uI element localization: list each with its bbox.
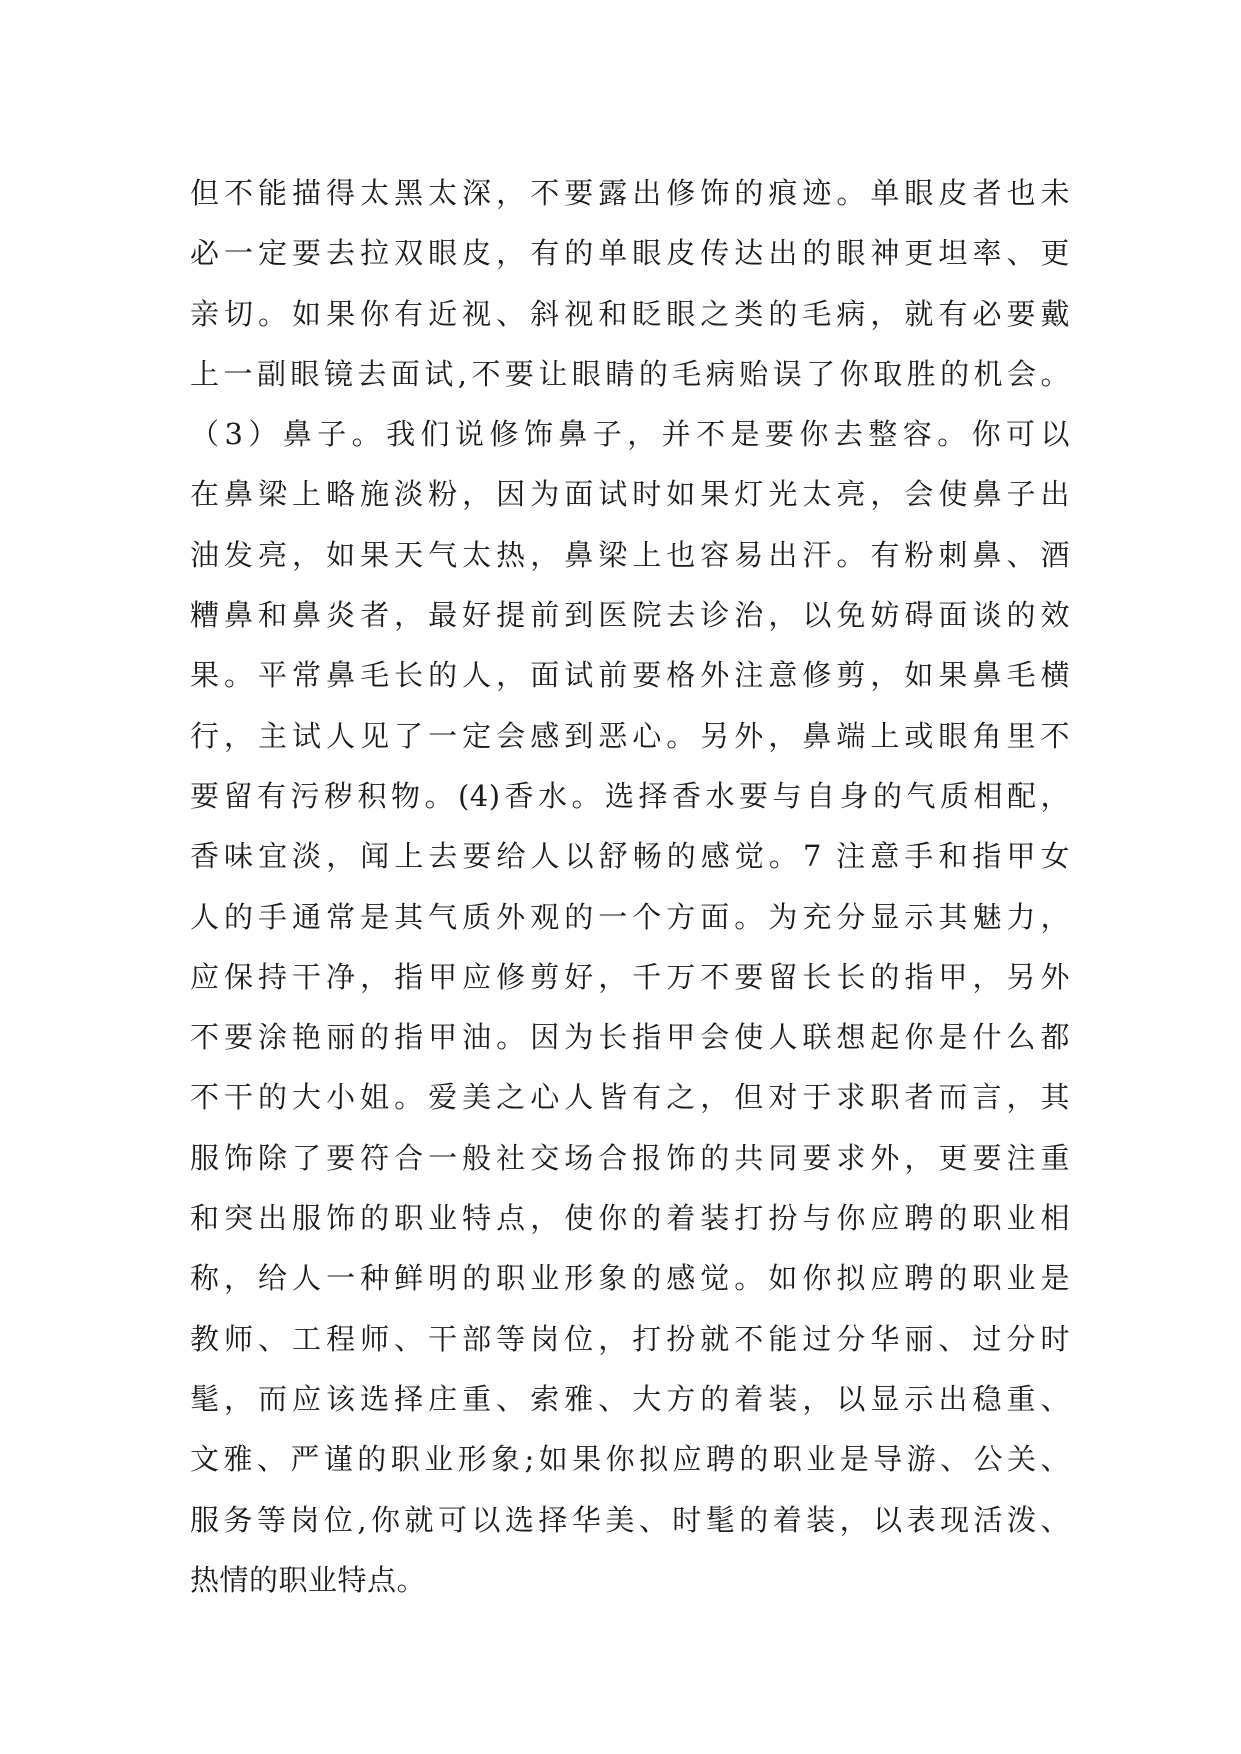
text-line: 必一定要去拉双眼皮，有的单眼皮传达出的眼神更坦率、更: [190, 236, 1070, 271]
text-line: 糟鼻和鼻炎者，最好提前到医院去诊治，以免妨碍面谈的效: [190, 598, 1070, 633]
text-line: 称，给人一种鲜明的职业形象的感觉。如你拟应聘的职业是: [190, 1261, 1070, 1296]
text-line: 不要涂艳丽的指甲油。因为长指甲会使人联想起你是什么都: [190, 1020, 1070, 1055]
text-line: 和突出服饰的职业特点，使你的着装打扮与你应聘的职业相: [190, 1201, 1070, 1236]
text-line: 要留有污秽积物。(4)香水。选择香水要与自身的气质相配，: [190, 778, 1070, 813]
text-line: 服饰除了要符合一般社交场合报饰的共同要求外，更要注重: [190, 1140, 1070, 1175]
text-line: （3）鼻子。我们说修饰鼻子，并不是要你去整容。你可以: [190, 417, 1070, 452]
text-line: 不干的大小姐。爱美之心人皆有之，但对于求职者而言，其: [190, 1080, 1070, 1115]
text-line: 热情的职业特点。: [190, 1562, 427, 1597]
text-line: 在鼻梁上略施淡粉，因为面试时如果灯光太亮，会使鼻子出: [190, 477, 1070, 512]
text-line: 果。平常鼻毛长的人，面试前要格外注意修剪，如果鼻毛横: [190, 658, 1070, 693]
text-line: 香味宜淡，闻上去要给人以舒畅的感觉。7 注意手和指甲女: [190, 839, 1070, 874]
text-line: 服务等岗位,你就可以选择华美、时髦的着装，以表现活泼、: [190, 1502, 1070, 1537]
text-line: 人的手通常是其气质外观的一个方面。为充分显示其魅力，: [190, 899, 1070, 934]
text-line: 行，主试人见了一定会感到恶心。另外，鼻端上或眼角里不: [190, 718, 1070, 753]
text-line: 髦，而应该选择庄重、索雅、大方的着装，以显示出稳重、: [190, 1381, 1070, 1416]
text-line: 文雅、严谨的职业形象;如果你拟应聘的职业是导游、公关、: [190, 1442, 1070, 1477]
text-line: 油发亮，如果天气太热，鼻梁上也容易出汗。有粉刺鼻、酒: [190, 537, 1070, 572]
text-line: 上一副眼镜去面试,不要让眼睛的毛病贻误了你取胜的机会。: [190, 356, 1070, 391]
body-text: [190, 163, 1070, 1610]
text-line: 应保持干净，指甲应修剪好，千万不要留长长的指甲，另外: [190, 959, 1070, 994]
text-line: 但不能描得太黑太深，不要露出修饰的痕迹。单眼皮者也未: [190, 176, 1070, 210]
text-line: 亲切。如果你有近视、斜视和眨眼之类的毛病，就有必要戴: [190, 296, 1070, 331]
text-line: 教师、工程师、干部等岗位，打扮就不能过分华丽、过分时: [190, 1321, 1070, 1356]
